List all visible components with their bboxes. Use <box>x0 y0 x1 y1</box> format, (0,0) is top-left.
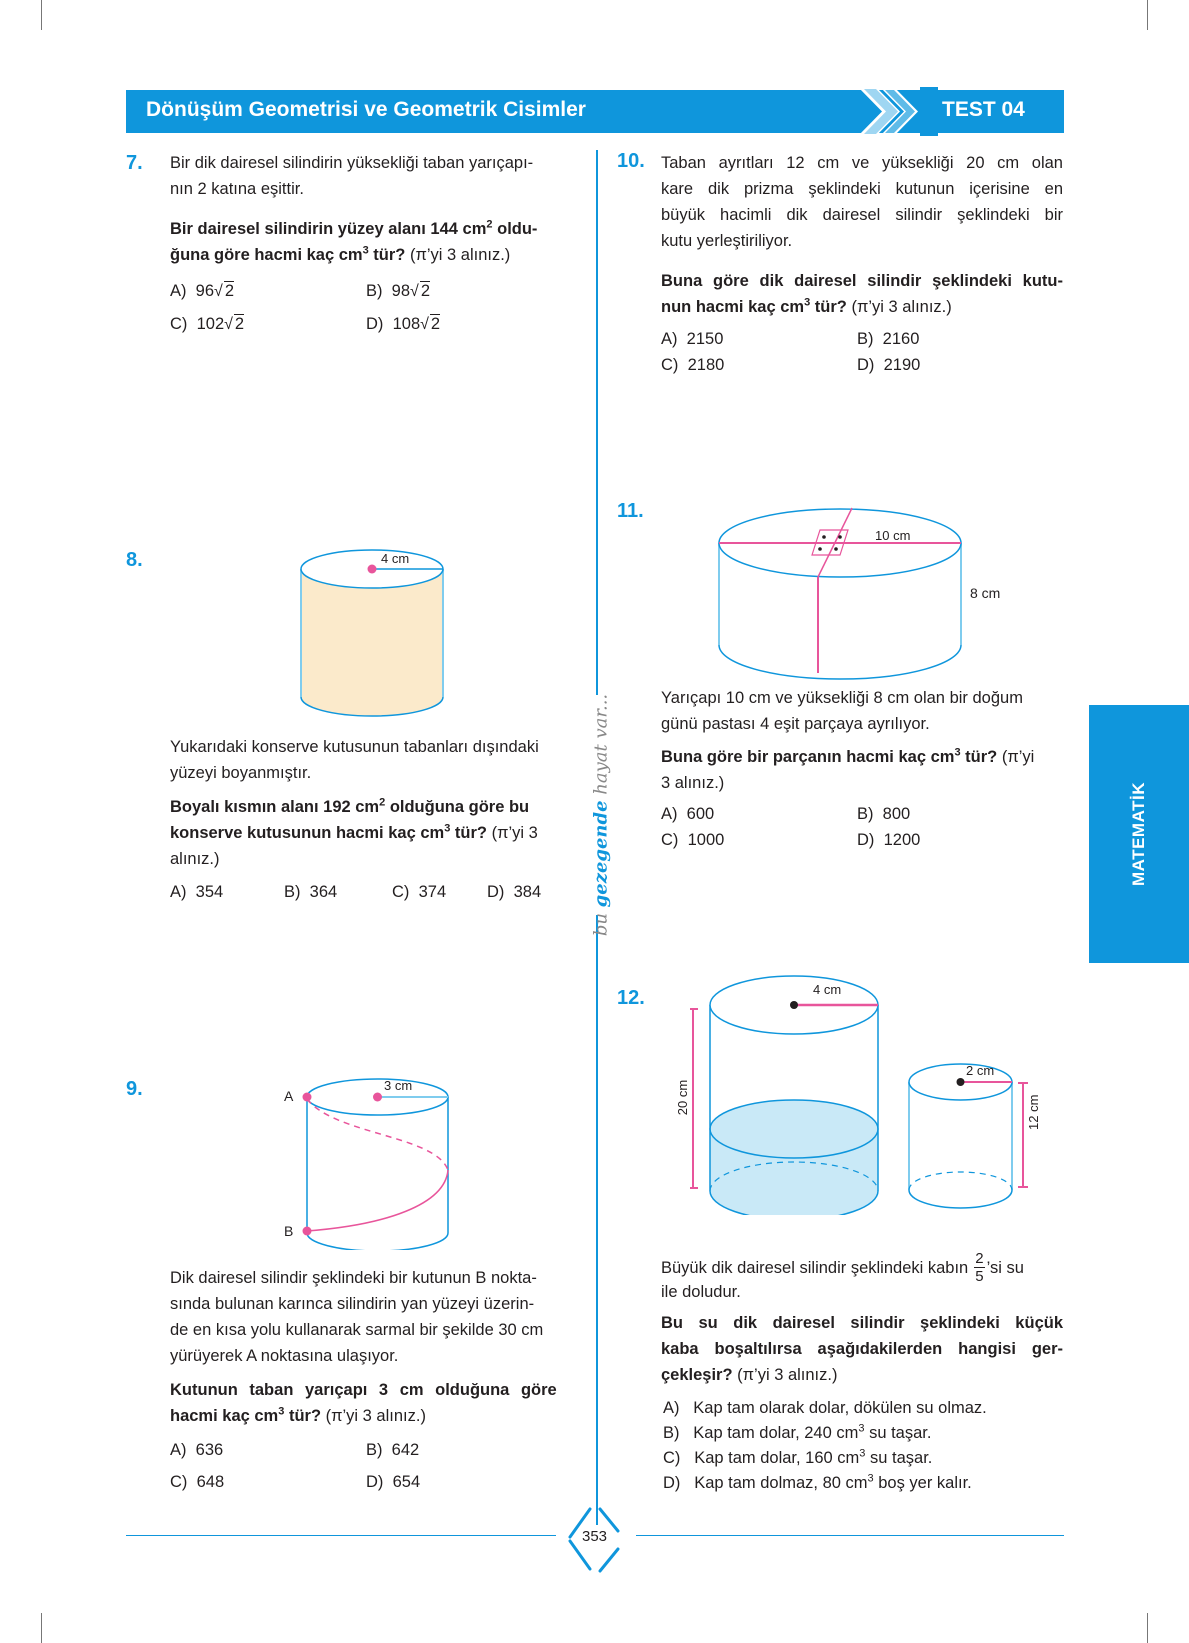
stem-line: Büyük dik dairesel silindir şeklindeki kabın <box>661 1258 969 1277</box>
big-height-label: 20 cm <box>675 1079 691 1116</box>
question-10-prompt <box>661 268 1063 320</box>
question-number: 11. <box>617 500 644 522</box>
option-letter: D) <box>366 1473 384 1491</box>
cake-cylinder-figure <box>710 505 970 680</box>
answer-option-a[interactable] <box>170 883 223 902</box>
option-letter: B) <box>284 883 301 901</box>
radius-label: 10 cm <box>875 528 911 543</box>
option-value: 102 <box>196 315 225 333</box>
question-10-stem <box>661 150 1063 254</box>
small-height-label: 12 cm <box>1026 1094 1041 1130</box>
superscript: 2 <box>486 218 493 231</box>
stem-line: Dik dairesel silindir şeklindeki bir kutunun B nokta- <box>170 1269 537 1287</box>
answer-option-a[interactable] <box>661 330 723 349</box>
option-letter: C) <box>663 1449 681 1467</box>
option-letter: A) <box>170 883 187 901</box>
question-9-prompt <box>170 1377 572 1429</box>
stem-line: Yukarıdaki konserve kutusunun tabanları dışındaki <box>170 738 539 756</box>
question-11-prompt <box>661 744 1071 796</box>
radius-label: 4 cm <box>381 551 410 566</box>
sqrt-icon: √ <box>224 316 233 333</box>
chevron-arrows-icon <box>858 87 938 136</box>
pi-note: (π’yi 3 <box>486 824 538 842</box>
answer-option-b[interactable] <box>284 883 337 902</box>
option-value: 600 <box>686 805 715 823</box>
fraction-numerator: 2 <box>975 1250 984 1267</box>
prompt-text: nun hacmi kaç cm <box>661 298 805 316</box>
answer-option-c[interactable] <box>170 314 244 334</box>
footer-rule <box>126 1535 556 1536</box>
prompt-text: Buna göre dik dairesel silindir şeklindeki kutu- <box>661 272 1063 290</box>
option-value: Kap tam dolmaz, 80 cm <box>694 1474 868 1492</box>
pi-note: (π’yi 3 alınız.) <box>405 246 511 264</box>
option-value: Kap tam dolar, 160 cm <box>694 1449 860 1467</box>
answer-option-b[interactable] <box>366 281 430 301</box>
answer-option-a[interactable] <box>170 281 234 301</box>
answer-option-b[interactable] <box>663 1424 931 1443</box>
stem-line: sında bulunan karınca silindirin yan yüzeyi üzerin- <box>170 1295 535 1313</box>
option-value: 384 <box>513 883 542 901</box>
stem-line: büyük hacimli dik dairesel silindir şeklindeki bir <box>661 206 1063 224</box>
question-number: 12. <box>617 987 645 1009</box>
footer-rule <box>636 1535 1064 1536</box>
question-7-prompt <box>170 216 580 268</box>
pi-note: (π’yi 3 alınız.) <box>321 1407 426 1425</box>
option-value: su taşar. <box>864 1424 932 1442</box>
big-radius-label: 4 cm <box>813 982 842 997</box>
superscript: 2 <box>379 796 386 809</box>
answer-option-c[interactable] <box>661 356 724 375</box>
option-value: 648 <box>196 1473 225 1491</box>
answer-option-c[interactable] <box>170 1473 224 1492</box>
answer-option-a[interactable] <box>170 1441 223 1460</box>
answer-option-c[interactable] <box>663 1449 932 1468</box>
option-value: 2180 <box>687 356 725 374</box>
fraction-denominator: 5 <box>975 1268 984 1285</box>
pi-note: (π’yi 3 alınız.) <box>732 1366 838 1384</box>
radicand: 2 <box>420 282 430 300</box>
option-value: boş yer kalır. <box>873 1474 972 1492</box>
column-divider <box>596 150 598 695</box>
answer-option-d[interactable] <box>857 356 920 375</box>
option-letter: B) <box>366 1441 383 1459</box>
answer-option-c[interactable] <box>661 831 724 850</box>
answer-option-a[interactable] <box>663 1399 987 1418</box>
question-12-stem <box>661 1250 1071 1305</box>
sqrt-icon: √ <box>420 316 429 333</box>
answer-option-d[interactable] <box>487 883 541 902</box>
two-cylinders-figure <box>690 975 1030 1215</box>
crop-mark <box>41 0 42 30</box>
slogan-highlight: gezegende <box>590 800 612 908</box>
prompt-text: Boyalı kısmın alanı 192 cm <box>170 798 380 816</box>
prompt-text: tür? <box>450 824 487 842</box>
option-value: 2190 <box>883 356 921 374</box>
point-a-label: A <box>284 1088 294 1104</box>
radicand: 2 <box>234 315 245 333</box>
stem-line: günü pastası 4 eşit parçaya ayrılıyor. <box>661 715 930 733</box>
prompt-text: olduğuna göre bu <box>385 798 530 816</box>
option-value: 642 <box>391 1441 420 1459</box>
stem-line: yürüyerek A noktasına ulaşıyor. <box>170 1347 399 1365</box>
prompt-text: Bu su dik dairesel silindir şeklindeki küçük <box>661 1314 1063 1332</box>
prompt-text: Kutunun taban yarıçapı 3 cm olduğuna göre <box>170 1381 557 1399</box>
option-letter: B) <box>857 805 874 823</box>
option-letter: D) <box>857 356 875 374</box>
option-letter: B) <box>663 1424 680 1442</box>
option-letter: B) <box>366 282 383 300</box>
option-value: 636 <box>195 1441 224 1459</box>
crop-mark <box>41 1613 42 1643</box>
option-letter: A) <box>661 330 678 348</box>
option-letter: D) <box>663 1474 681 1492</box>
height-label: 8 cm <box>970 585 1001 601</box>
option-letter: B) <box>857 330 874 348</box>
page-number: 353 <box>582 1528 608 1545</box>
column-divider <box>596 915 598 1525</box>
question-9-stem <box>170 1265 572 1369</box>
option-value: 374 <box>418 883 447 901</box>
stem-line: Bir dik dairesel silindirin yüksekliği taban yarıçapı- <box>170 154 534 172</box>
option-letter: C) <box>661 831 679 849</box>
point-b-label: B <box>284 1223 294 1239</box>
prompt-text: oldu- <box>492 220 538 238</box>
fraction <box>974 1250 984 1285</box>
answer-option-d[interactable] <box>366 314 440 334</box>
pi-note: (π’yi 3 alınız.) <box>846 298 952 316</box>
slogan-prefix: bu <box>590 907 612 937</box>
answer-option-a[interactable] <box>661 805 714 824</box>
stem-line: de en kısa yolu kullanarak sarmal bir şekilde 30 cm <box>170 1321 544 1339</box>
option-value: 2160 <box>882 330 920 348</box>
option-letter: C) <box>392 883 410 901</box>
option-letter: C) <box>661 356 679 374</box>
answer-option-b[interactable] <box>857 330 919 349</box>
prompt-text: Bir dairesel silindirin yüzey alanı 144 cm <box>170 220 487 238</box>
stem-line: kare dik prizma şeklindeki kutunun içerisine en <box>661 180 1063 198</box>
answer-option-c[interactable] <box>392 883 446 902</box>
prompt-text: tür? <box>284 1407 322 1425</box>
answer-option-b[interactable] <box>857 805 910 824</box>
option-value: 96 <box>195 282 215 300</box>
superscript: 3 <box>858 1422 865 1435</box>
question-number: 9. <box>126 1078 143 1100</box>
pi-note: 3 alınız.) <box>661 774 725 792</box>
question-number: 10. <box>617 150 645 172</box>
stem-line: ’si su <box>986 1258 1024 1277</box>
prompt-text: hacmi kaç cm <box>170 1407 279 1425</box>
stem-line: kutu yerleştiriliyor. <box>661 232 793 250</box>
question-8-prompt <box>170 794 580 872</box>
superscript: 3 <box>444 822 451 835</box>
slogan-suffix: hayat var... <box>590 693 612 801</box>
option-letter: D) <box>366 315 384 333</box>
option-value: 1200 <box>883 831 921 849</box>
crop-mark <box>1147 1613 1148 1643</box>
pi-note: (π’yi <box>997 748 1035 766</box>
superscript: 3 <box>954 746 961 759</box>
option-value: Kap tam olarak dolar, dökülen su olmaz. <box>693 1399 987 1417</box>
prompt-text: tür? <box>960 748 998 766</box>
small-radius-label: 2 cm <box>966 1063 995 1078</box>
option-value: 108 <box>392 315 421 333</box>
option-letter: C) <box>170 1473 188 1491</box>
test-label: TEST 04 <box>942 98 1025 121</box>
prompt-text: konserve kutusunun hacmi kaç cm <box>170 824 445 842</box>
question-number: 7. <box>126 152 143 174</box>
radius-label: 3 cm <box>384 1078 413 1093</box>
question-8-stem <box>170 734 570 786</box>
spiral-cylinder-figure <box>295 1075 455 1250</box>
prompt-text: tür? <box>810 298 847 316</box>
prompt-text: ğuna göre hacmi kaç cm <box>170 246 363 264</box>
slogan <box>586 693 616 937</box>
option-letter: A) <box>661 805 678 823</box>
option-value: su taşar. <box>865 1449 933 1467</box>
can-cylinder-figure <box>295 545 455 725</box>
sqrt-icon: √ <box>214 283 223 300</box>
prompt-text: tür? <box>368 246 406 264</box>
radicand: 2 <box>224 282 234 300</box>
answer-option-d[interactable] <box>663 1474 972 1493</box>
option-letter: A) <box>663 1399 680 1417</box>
answer-option-b[interactable] <box>366 1441 419 1460</box>
superscript: 3 <box>278 1405 285 1418</box>
option-letter: D) <box>857 831 875 849</box>
chapter-title: Dönüşüm Geometrisi ve Geometrik Cisimler <box>146 98 586 121</box>
stem-line: nın 2 katına eşittir. <box>170 180 304 198</box>
option-value: 354 <box>195 883 224 901</box>
question-number: 8. <box>126 549 143 571</box>
sqrt-icon: √ <box>410 283 419 300</box>
radicand: 2 <box>430 315 441 333</box>
option-letter: A) <box>170 1441 187 1459</box>
question-7-stem <box>170 150 570 202</box>
superscript: 3 <box>362 244 369 257</box>
option-value: 98 <box>391 282 411 300</box>
stem-line: Taban ayrıtları 12 cm ve yüksekliği 20 cm olan <box>661 154 1063 172</box>
answer-option-d[interactable] <box>857 831 920 850</box>
superscript: 3 <box>867 1472 874 1485</box>
superscript: 3 <box>859 1447 866 1460</box>
crop-mark <box>1147 0 1148 30</box>
option-value: 654 <box>392 1473 421 1491</box>
stem-line: ile doludur. <box>661 1283 741 1301</box>
stem-line: yüzeyi boyanmıştır. <box>170 764 312 782</box>
question-12-prompt <box>661 1310 1063 1388</box>
prompt-text: Buna göre bir parçanın hacmi kaç cm <box>661 748 955 766</box>
question-11-stem <box>661 685 1063 737</box>
option-value: 2150 <box>686 330 724 348</box>
option-value: 800 <box>882 805 911 823</box>
pi-note: alınız.) <box>170 850 220 868</box>
superscript: 3 <box>804 296 811 309</box>
option-value: Kap tam dolar, 240 cm <box>693 1424 859 1442</box>
subject-tab-label: MATEMATİK <box>1129 782 1148 886</box>
stem-line: Yarıçapı 10 cm ve yüksekliği 8 cm olan bir doğum <box>661 689 1023 707</box>
option-letter: D) <box>487 883 505 901</box>
option-letter: A) <box>170 282 187 300</box>
option-value: 1000 <box>687 831 725 849</box>
option-value: 364 <box>309 883 338 901</box>
prompt-text: çekleşir? <box>661 1366 733 1384</box>
answer-option-d[interactable] <box>366 1473 420 1492</box>
option-letter: C) <box>170 315 188 333</box>
prompt-text: kaba boşaltılırsa aşağıdakilerden hangisi ger- <box>661 1340 1063 1358</box>
